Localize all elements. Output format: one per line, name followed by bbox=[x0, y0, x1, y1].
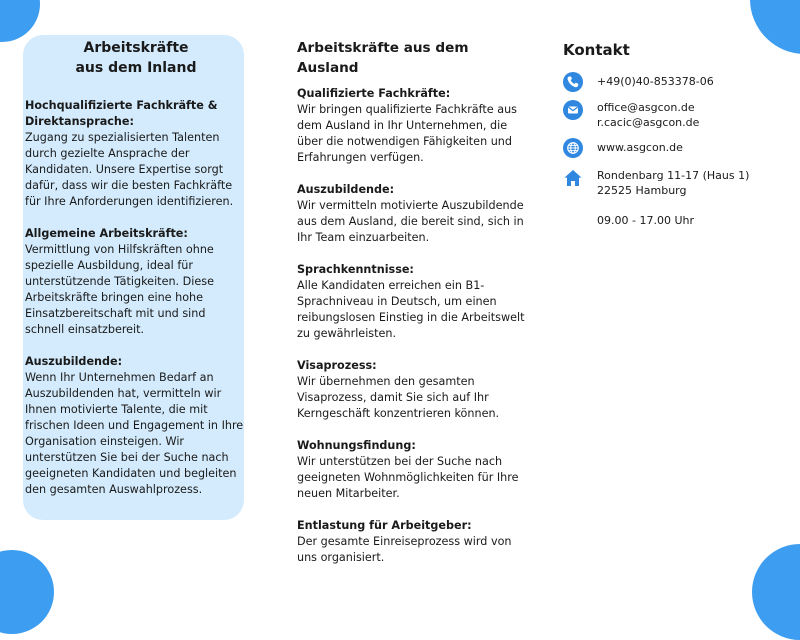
inland-section-auszubildende bbox=[25, 354, 247, 498]
section-title: Qualifizierte Fachkräfte: bbox=[297, 87, 451, 100]
section-title: Visaprozess: bbox=[297, 359, 377, 372]
email-icon bbox=[563, 100, 583, 120]
contact-email-row[interactable] bbox=[563, 100, 783, 130]
kontakt-column bbox=[563, 40, 783, 234]
inland-title-line1: Arbeitskräfte bbox=[83, 40, 189, 56]
inland-title bbox=[25, 38, 247, 78]
inland-column bbox=[25, 38, 247, 514]
contact-opening-hours: 09.00 - 17.00 Uhr bbox=[597, 214, 694, 227]
section-title: Auszubildende: bbox=[297, 183, 395, 196]
section-text: Der gesamte Einreiseprozess wird von uns organisiert. bbox=[297, 535, 512, 564]
inland-section-allgemein bbox=[25, 226, 247, 338]
section-title: Allgemeine Arbeitskräfte: bbox=[25, 227, 188, 240]
section-title: Hochqualifizierte Fachkräfte & Direktansprache: bbox=[25, 99, 218, 128]
inland-section-fachkraefte bbox=[25, 98, 247, 210]
kontakt-title: Kontakt bbox=[563, 41, 630, 59]
contact-email-office[interactable]: office@asgcon.de bbox=[597, 101, 695, 114]
globe-icon bbox=[563, 138, 583, 158]
contact-address-street: Rondenbarg 11-17 (Haus 1) bbox=[597, 169, 750, 182]
section-text: Wir vermitteln motivierte Auszubildende aus dem Ausland, die bereit sind, sich in Ihr Team einzuarbeiten. bbox=[297, 199, 524, 244]
ausland-section-auszubildende bbox=[297, 182, 527, 246]
section-text: Vermittlung von Hilfskräften ohne spezielle Ausbildung, ideal für unterstützende Tätigkeiten. Diese Arbeitskräfte bringen eine hohe Einsatzbereitschaft mit und sind schnell einsatzbereit. bbox=[25, 243, 214, 336]
ausland-column bbox=[297, 38, 527, 582]
corner-decoration-bottom-right bbox=[752, 544, 800, 640]
ausland-section-wohnungsfindung bbox=[297, 438, 527, 502]
contact-phone[interactable]: +49(0)40-853378-06 bbox=[597, 75, 714, 88]
ausland-section-sprachkenntnisse bbox=[297, 262, 527, 342]
section-title: Auszubildende: bbox=[25, 355, 123, 368]
contact-address-row bbox=[563, 168, 783, 228]
section-text: Alle Kandidaten erreichen ein B1-Sprachniveau in Deutsch, um einen reibungslosen Einstieg in die Arbeitswelt zu gewährleisten. bbox=[297, 279, 525, 340]
ausland-title: Arbeitskräfte aus dem Ausland bbox=[297, 40, 469, 76]
section-title: Entlastung für Arbeitgeber: bbox=[297, 519, 472, 532]
inland-title-line2: aus dem Inland bbox=[75, 60, 197, 76]
contact-email-personal[interactable]: r.cacic@asgcon.de bbox=[597, 116, 700, 129]
contact-address-city: 22525 Hamburg bbox=[597, 184, 687, 197]
contact-web-row[interactable] bbox=[563, 138, 783, 158]
ausland-section-entlastung bbox=[297, 518, 527, 566]
section-text: Wir übernehmen den gesamten Visaprozess, damit Sie sich auf Ihr Kerngeschäft konzentrieren können. bbox=[297, 375, 500, 420]
contact-website[interactable]: www.asgcon.de bbox=[597, 141, 683, 154]
section-title: Sprachkenntnisse: bbox=[297, 263, 414, 276]
section-title: Wohnungsfindung: bbox=[297, 439, 416, 452]
section-text: Wir bringen qualifizierte Fachkräfte aus dem Ausland in Ihr Unternehmen, die über die notwendigen Fähigkeiten und Erfahrungen verfügen. bbox=[297, 103, 517, 164]
section-text: Wenn Ihr Unternehmen Bedarf an Auszubildenden hat, vermitteln wir Ihnen motivierte Talente, die mit frischen Ideen und Engagement in Ihre Organisation einsteigen. Wir unterstützen Sie bei der Suche nach geeigneten Kandidaten und begleiten den gesamten Auswahlprozess. bbox=[25, 371, 244, 496]
section-text: Zugang zu spezialisierten Talenten durch gezielte Ansprache der Kandidaten. Unsere Expertise sorgt dafür, dass wir die besten Fachkräfte für Ihre Anforderungen identifizieren. bbox=[25, 131, 234, 208]
phone-icon bbox=[563, 72, 583, 92]
home-icon bbox=[563, 168, 583, 188]
corner-decoration-bottom-left bbox=[0, 550, 54, 634]
contact-phone-row[interactable] bbox=[563, 72, 783, 92]
ausland-section-visaprozess bbox=[297, 358, 527, 422]
section-text: Wir unterstützen bei der Suche nach geeigneten Wohnmöglichkeiten für Ihre neuen Mitarbeiter. bbox=[297, 455, 519, 500]
ausland-section-fachkraefte bbox=[297, 86, 527, 166]
